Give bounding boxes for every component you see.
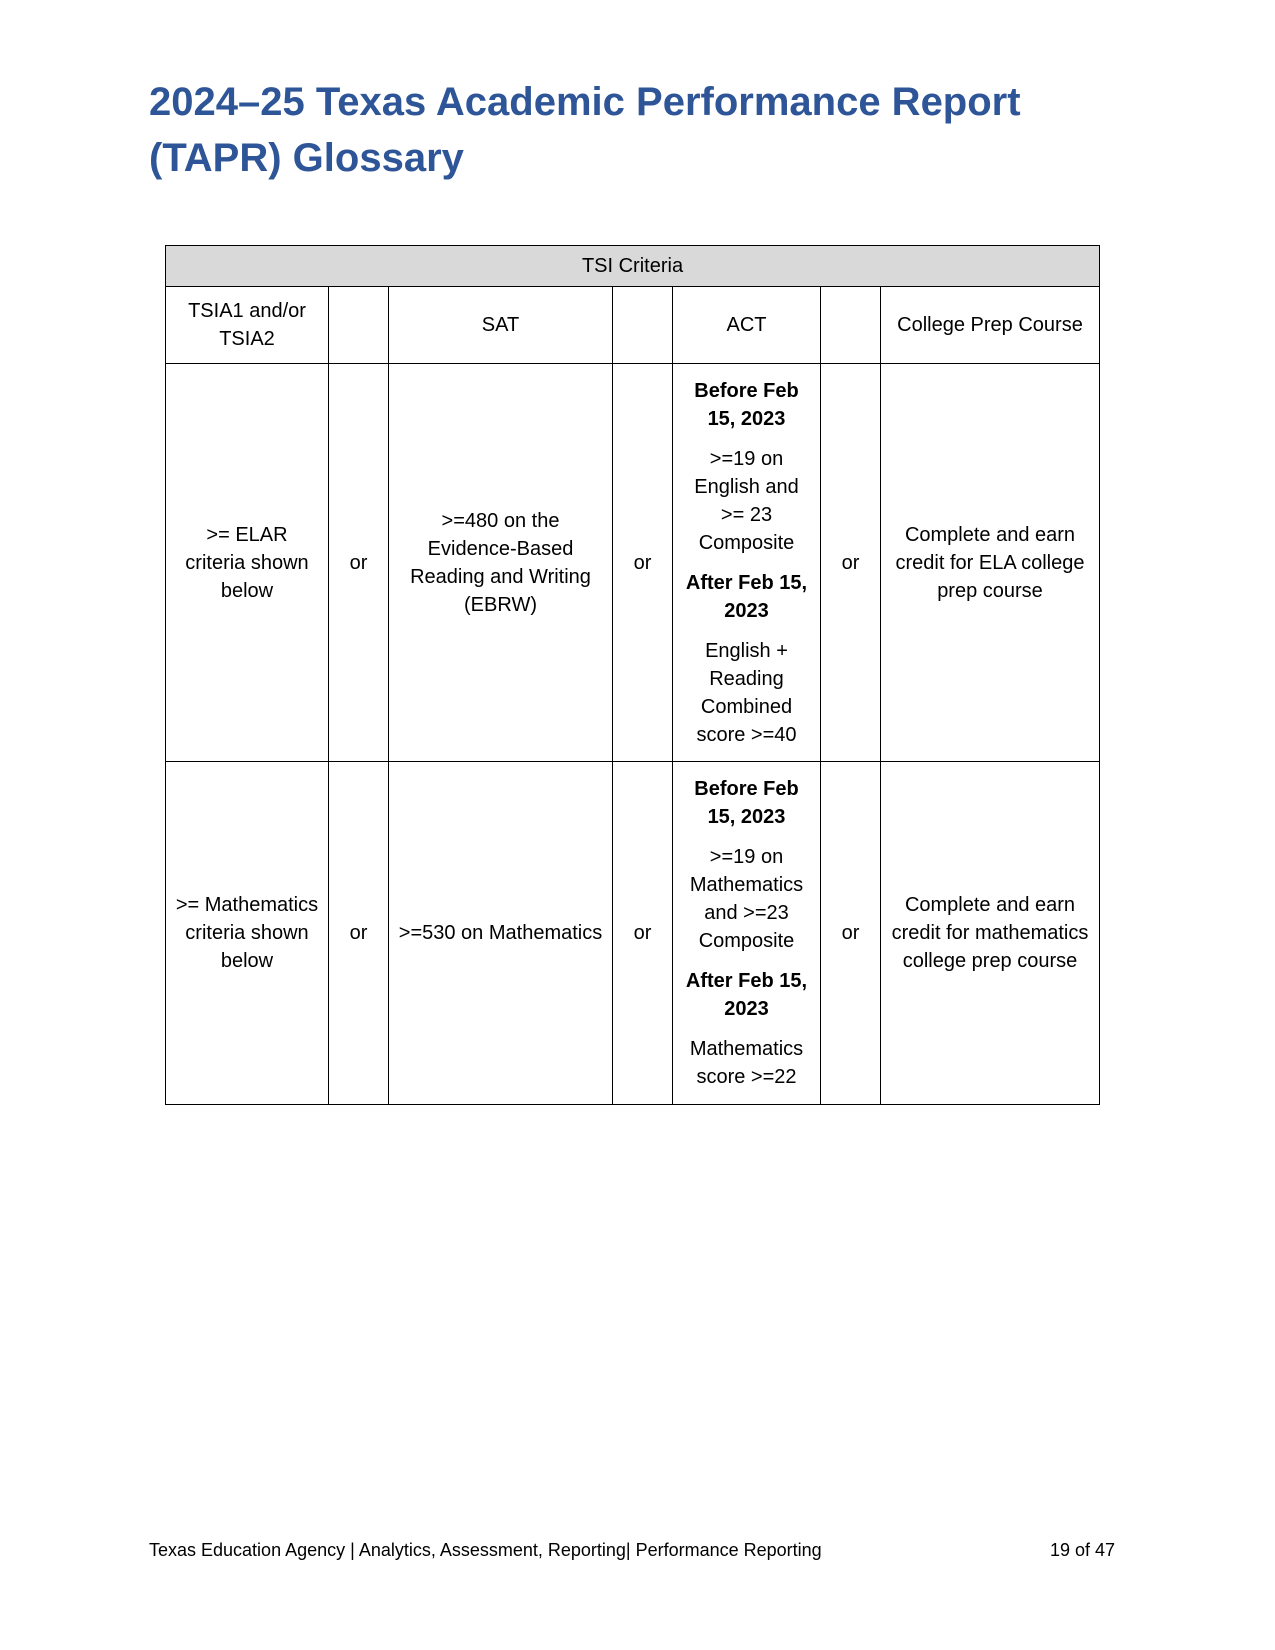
math-tsia-cell: >= Mathematics criteria shown below [166, 762, 329, 1105]
page-title-line-1: 2024–25 Texas Academic Performance Report [149, 80, 1021, 124]
math-college-cell: Complete and earn credit for mathematics college prep course [881, 762, 1100, 1105]
elar-college-cell: Complete and earn credit for ELA college prep course [881, 364, 1100, 762]
elar-act-before-label: Before Feb 15, 2023 [694, 379, 799, 430]
elar-act-before-value: >=19 on English and >= 23 Composite [694, 447, 799, 554]
header-spacer-3 [821, 287, 881, 364]
elar-or-2: or [613, 364, 673, 762]
table-title-row [166, 246, 1100, 287]
footer-agency: Texas Education Agency | Analytics, Assessment, Reporting| Performance Reporting [149, 1540, 822, 1560]
table-caption: TSI Criteria [166, 246, 1100, 287]
page-title-line-2: (TAPR) Glossary [149, 136, 464, 180]
table-row-elar [166, 364, 1100, 762]
tsi-criteria-table [165, 245, 1100, 1105]
table-header-row [166, 287, 1100, 364]
elar-sat-cell: >=480 on the Evidence-Based Reading and Writing (EBRW) [389, 364, 613, 762]
math-or-2: or [613, 762, 673, 1105]
elar-or-1: or [329, 364, 389, 762]
header-college: College Prep Course [881, 287, 1100, 364]
page-title [149, 74, 1129, 186]
header-spacer-2 [613, 287, 673, 364]
footer-page-number: 19 of 47 [1049, 1540, 1115, 1560]
math-act-before-label: Before Feb 15, 2023 [694, 778, 799, 828]
elar-act-cell [673, 364, 821, 762]
math-act-after-value: Mathematics score >=22 [689, 1038, 804, 1088]
table-row-math [166, 762, 1100, 1105]
math-sat-cell: >=530 on Mathematics [389, 762, 613, 1105]
math-or-3: or [821, 762, 881, 1105]
header-sat: SAT [389, 287, 613, 364]
header-act: ACT [673, 287, 821, 364]
header-spacer-1 [329, 287, 389, 364]
header-tsia: TSIA1 and/or TSIA2 [166, 287, 329, 364]
elar-act-after-value: English + Reading Combined score >=40 [696, 639, 797, 746]
math-act-before-value: >=19 on Mathematics and >=23 Composite [689, 846, 804, 952]
math-or-1: or [329, 762, 389, 1105]
math-act-cell [673, 762, 821, 1105]
elar-act-after-label: After Feb 15, 2023 [685, 571, 808, 622]
elar-tsia-cell: >= ELAR criteria shown below [166, 364, 329, 762]
math-act-after-label: After Feb 15, 2023 [685, 970, 808, 1020]
elar-or-3: or [821, 364, 881, 762]
